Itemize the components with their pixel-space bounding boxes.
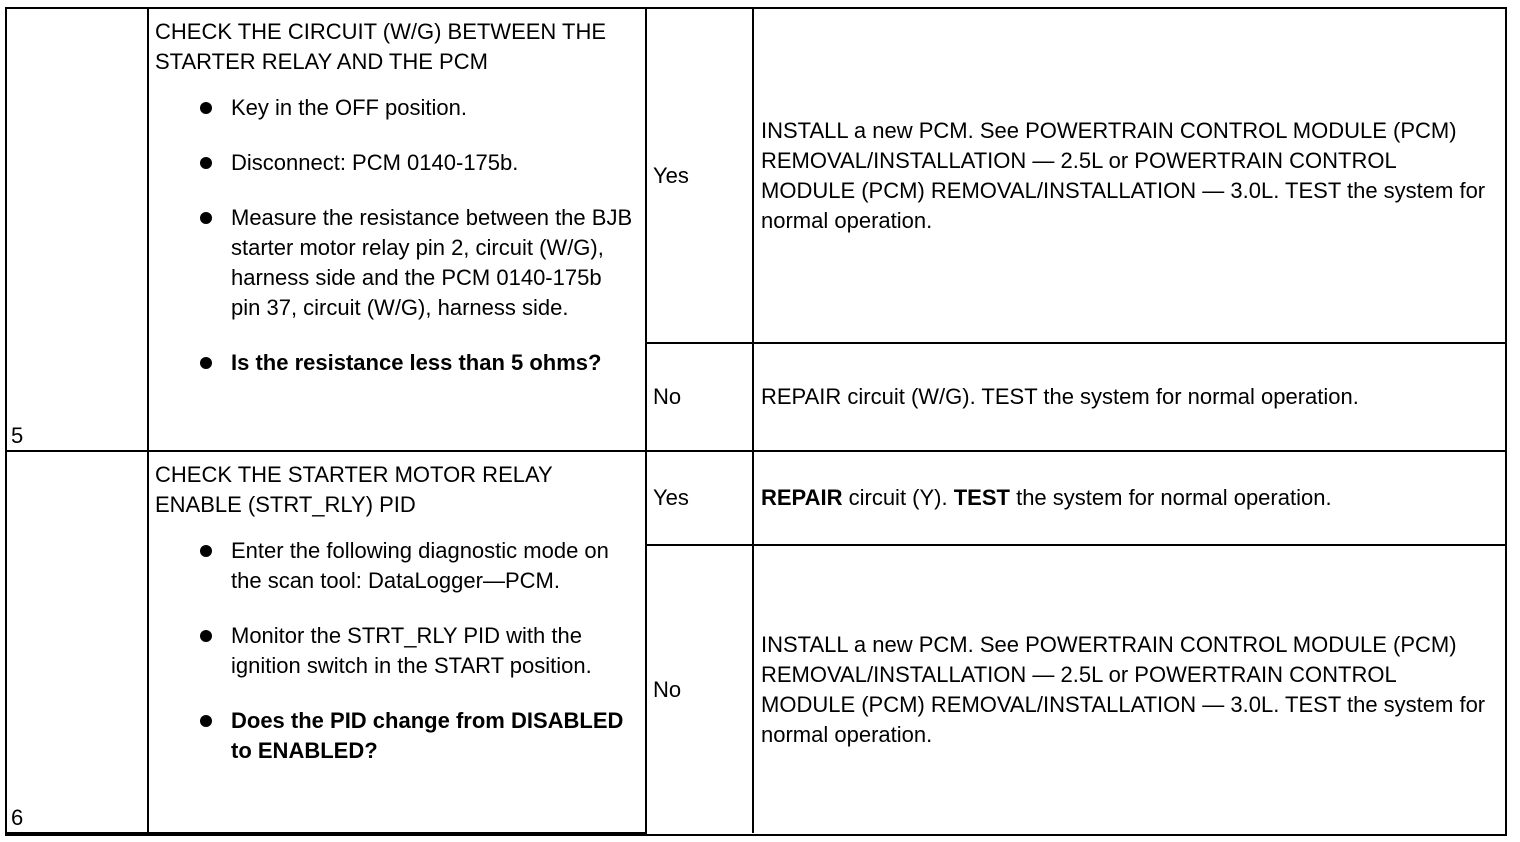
- instruction-item: Monitor the STRT_RLY PID with the ignition switch in the START position.: [231, 621, 637, 681]
- result-action-no: REPAIR circuit (W/G). TEST the system for normal operation.: [753, 343, 1505, 451]
- step-question: Does the PID change from DISABLED to ENABLED?: [231, 706, 637, 766]
- step-title: CHECK THE STARTER MOTOR RELAY ENABLE (STRT_RLY) PID: [155, 462, 553, 517]
- instruction-item: Enter the following diagnostic mode on the scan tool: DataLogger—PCM.: [231, 536, 637, 596]
- result-label-yes: Yes: [646, 9, 753, 343]
- action-verb: TEST: [953, 485, 1010, 510]
- step-number: 6: [11, 805, 24, 830]
- instruction-item: Disconnect: PCM 0140-175b.: [231, 148, 637, 178]
- step-6-row-yes: [7, 451, 1505, 545]
- result-label-yes: Yes: [646, 451, 753, 545]
- result-label-no: No: [646, 545, 753, 833]
- step-action-cell: [148, 9, 646, 451]
- action-text: circuit (Y).: [842, 485, 954, 510]
- instruction-item: Measure the resistance between the BJB starter motor relay pin 2, circuit (W/G), harness side and the PCM 0140-175b pin 37, circuit (W/G), harness side.: [231, 203, 637, 323]
- result-label-no: No: [646, 343, 753, 451]
- step-number: 5: [11, 423, 24, 448]
- diagnostic-table-frame: [5, 7, 1507, 836]
- diagnostic-steps-table: [7, 9, 1505, 834]
- result-action-no: INSTALL a new PCM. See POWERTRAIN CONTROL MODULE (PCM) REMOVAL/INSTALLATION — 2.5L or POWERTRAIN CONTROL MODULE (PCM) REMOVAL/INSTALLATION — 3.0L. TEST the system for normal operation.: [753, 545, 1505, 833]
- result-action-yes: INSTALL a new PCM. See POWERTRAIN CONTROL MODULE (PCM) REMOVAL/INSTALLATION — 2.5L or POWERTRAIN CONTROL MODULE (PCM) REMOVAL/INSTALLATION — 3.0L. TEST the system for normal operation.: [753, 9, 1505, 343]
- step-number-cell: [7, 451, 148, 833]
- instruction-item: Key in the OFF position.: [231, 93, 637, 123]
- step-5-row-yes: [7, 9, 1505, 343]
- action-verb: REPAIR: [761, 485, 843, 510]
- step-action-cell: [148, 451, 646, 833]
- result-action-yes: [753, 451, 1505, 545]
- action-text: the system for normal operation.: [1009, 485, 1332, 510]
- step-question: Is the resistance less than 5 ohms?: [231, 348, 637, 378]
- step-instruction-list: [155, 536, 637, 766]
- step-number-cell: [7, 9, 148, 451]
- step-instruction-list: [155, 93, 637, 378]
- step-title: CHECK THE CIRCUIT (W/G) BETWEEN THE STARTER RELAY AND THE PCM: [155, 19, 607, 74]
